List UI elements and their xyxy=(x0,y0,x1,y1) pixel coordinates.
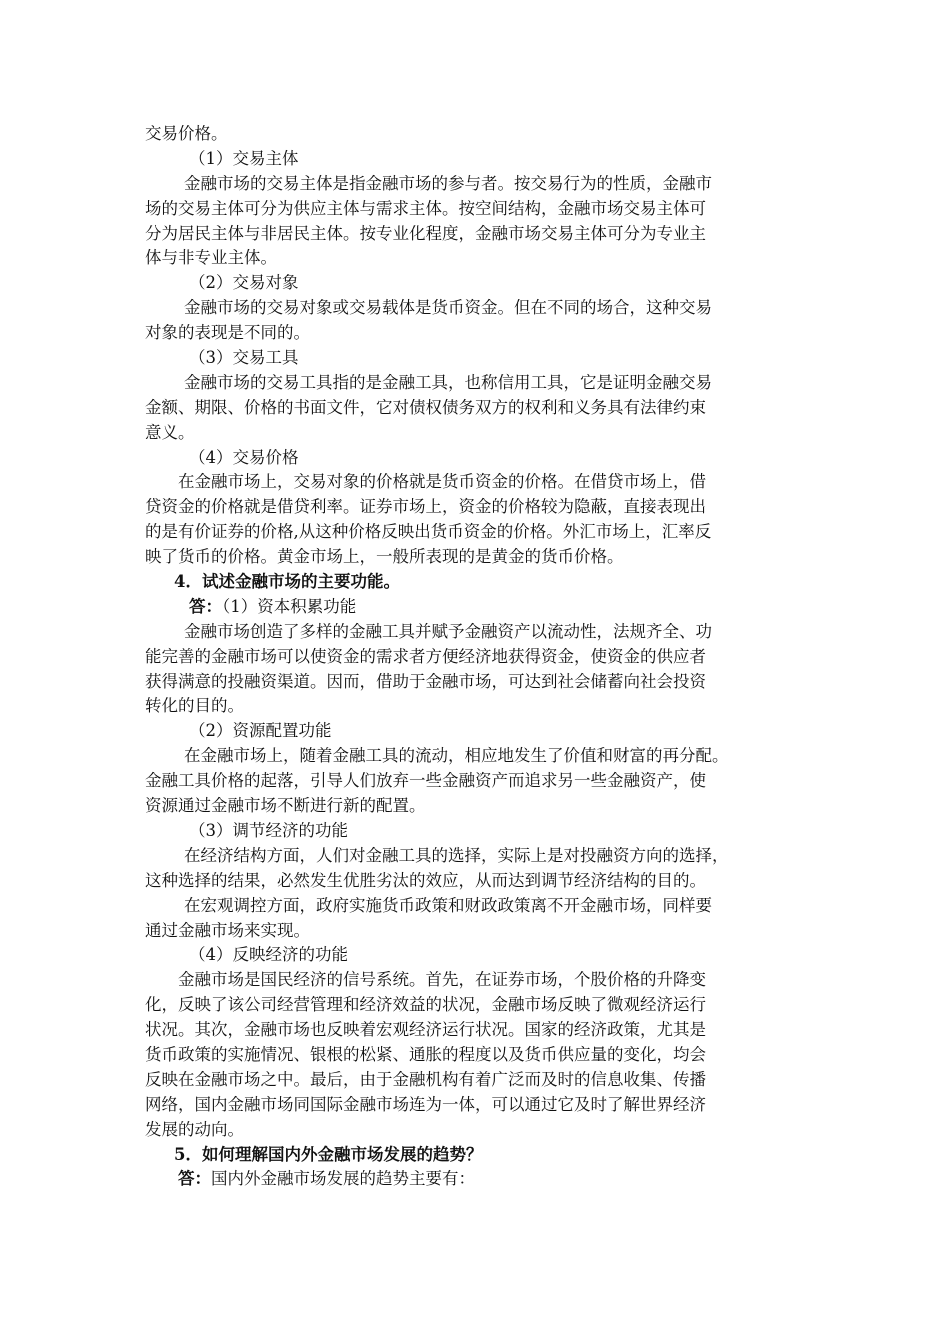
text-line: 对象的表现是不同的。 xyxy=(145,323,310,343)
text-line: 网络，国内金融市场同国际金融市场连为一体，可以通过它及时了解世界经济 xyxy=(145,1094,706,1114)
text-line: 转化的目的。 xyxy=(145,696,244,716)
subheading: （4）反映经济的功能 xyxy=(189,945,348,965)
text-line: 映了货币的价格。黄金市场上，一般所表现的是黄金的货币价格。 xyxy=(145,547,624,567)
answer-label: 答： xyxy=(178,1169,211,1189)
question-heading: 5．如何理解国内外金融市场发展的趋势？ xyxy=(174,1144,483,1164)
answer-line xyxy=(145,1167,813,1192)
answer-text: 国内外金融市场发展的趋势主要有： xyxy=(211,1169,475,1189)
text-line: 化，反映了该公司经营管理和经济效益的状况，金融市场反映了微观经济运行 xyxy=(145,995,706,1015)
text-line: 交易价格。 xyxy=(145,124,228,143)
text-line: 金融市场是国民经济的信号系统。首先，在证券市场，个股价格的升降变 xyxy=(178,970,706,990)
question-heading: 4．试述金融市场的主要功能。 xyxy=(174,572,400,592)
text-line: 金融市场的交易工具指的是金融工具，也称信用工具，它是证明金融交易 xyxy=(184,372,712,392)
text-line: 货币政策的实施情况、银根的松紧、通胀的程度以及货币供应量的变化，均会 xyxy=(145,1044,706,1064)
subheading: （3）调节经济的功能 xyxy=(189,820,348,840)
subheading: （1）交易主体 xyxy=(189,148,299,168)
subheading: （1）资本积累功能 xyxy=(222,596,357,616)
text-line: 这种选择的结果，必然发生优胜劣汰的效应，从而达到调节经济结构的目的。 xyxy=(145,870,706,890)
text-line: 的是有价证券的价格,从这种价格反映出货币资金的价格。外汇市场上，汇率反 xyxy=(145,522,712,542)
text-line: 获得满意的投融资渠道。因而，借助于金融市场，可达到社会储蓄向社会投资 xyxy=(145,671,706,691)
text-line: 在金融市场上，交易对象的价格就是货币资金的价格。在借贷市场上，借 xyxy=(178,472,706,492)
subheading: （2）交易对象 xyxy=(189,273,299,293)
text-line: 分为居民主体与非居民主体。按专业化程度，金融市场交易主体可分为专业主 xyxy=(145,223,706,243)
text-line: 资源通过金融市场不断进行新的配置。 xyxy=(145,796,426,816)
text-line: 金融市场的交易对象或交易载体是货币资金。但在不同的场合，这种交易 xyxy=(184,298,712,318)
text-line: 贷资金的价格就是借贷利率。证券市场上，资金的价格较为隐蔽，直接表现出 xyxy=(145,497,706,517)
text-line: 反映在金融市场之中。最后，由于金融机构有着广泛而及时的信息收集、传播 xyxy=(145,1069,706,1089)
text-line: 在经济结构方面，人们对金融工具的选择，实际上是对投融资方向的选择， xyxy=(184,845,729,865)
text-line: 场的交易主体可分为供应主体与需求主体。按空间结构，金融市场交易主体可 xyxy=(145,198,706,218)
subheading: （2）资源配置功能 xyxy=(189,721,332,741)
text-line: 金融市场创造了多样的金融工具并赋予金融资产以流动性，法规齐全、功 xyxy=(184,621,712,641)
text-line: 在金融市场上，随着金融工具的流动，相应地发生了价值和财富的再分配。 xyxy=(184,746,729,766)
text-line: 金融市场的交易主体是指金融市场的参与者。按交易行为的性质，金融市 xyxy=(184,173,712,193)
text-line: 能完善的金融市场可以使资金的需求者方便经济地获得资金，使资金的供应者 xyxy=(145,646,706,666)
answer-line xyxy=(145,595,813,620)
text-line: 发展的动向。 xyxy=(145,1119,244,1139)
text-line: 意义。 xyxy=(145,422,195,442)
text-line: 在宏观调控方面，政府实施货币政策和财政政策离不开金融市场，同样要 xyxy=(184,895,712,915)
text-line: 金额、期限、价格的书面文件，它对债权债务双方的权利和义务具有法律约束 xyxy=(145,397,706,417)
text-line: 通过金融市场来实现。 xyxy=(145,920,310,940)
text-line: 状况。其次，金融市场也反映着宏观经济运行状况。国家的经济政策，尤其是 xyxy=(145,1020,706,1040)
document-page xyxy=(145,122,813,1192)
subheading: （3）交易工具 xyxy=(189,348,299,368)
text-line: 体与非专业主体。 xyxy=(145,248,277,268)
text-line: 金融工具价格的起落，引导人们放弃一些金融资产而追求另一些金融资产，使 xyxy=(145,771,706,791)
subheading: （4）交易价格 xyxy=(189,447,299,467)
answer-label: 答： xyxy=(189,596,222,616)
